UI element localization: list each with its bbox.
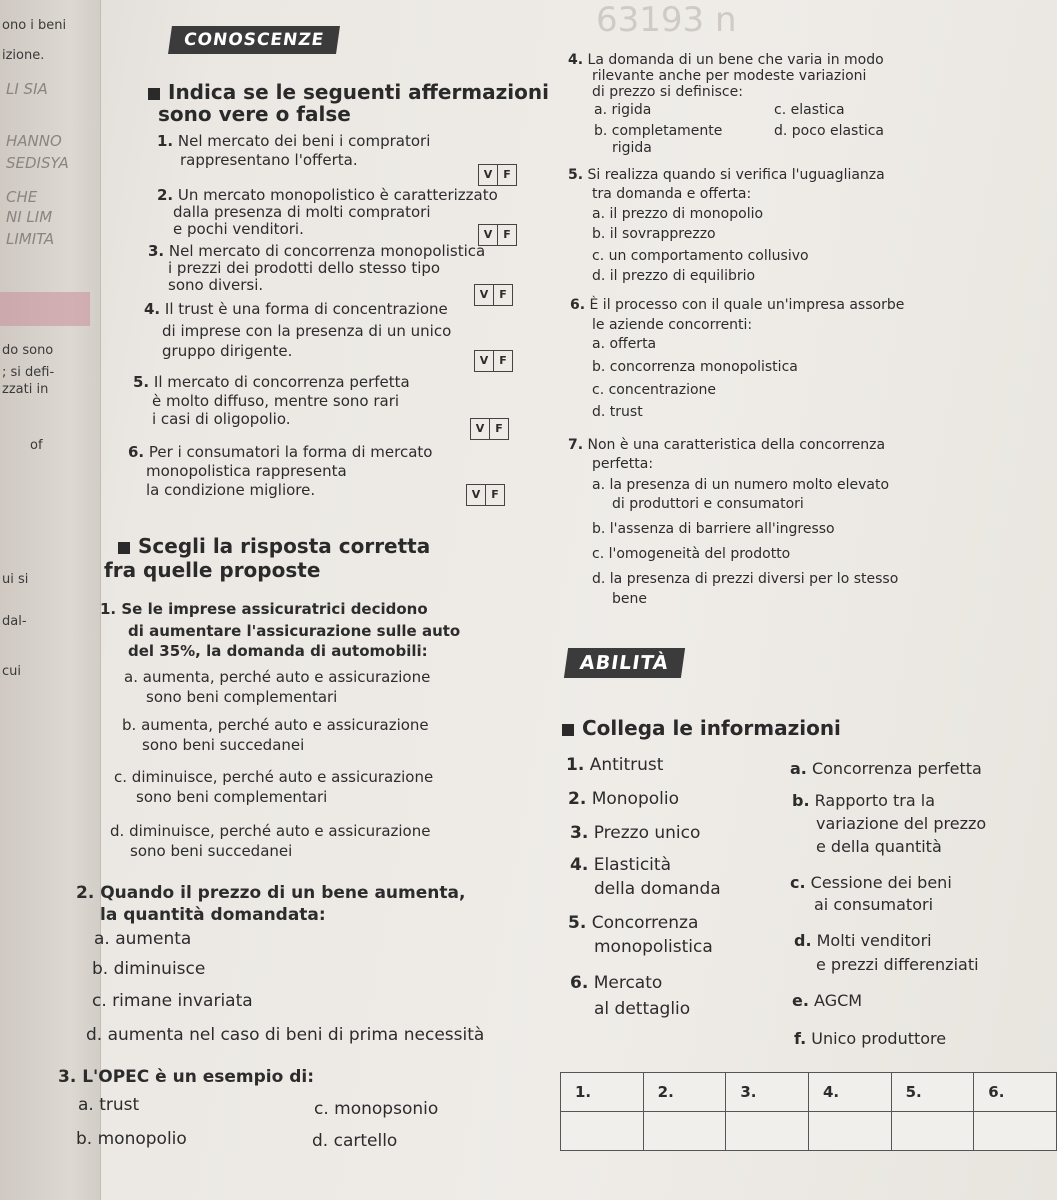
square-bullet-icon (118, 542, 130, 554)
match-left-item: 6. Mercato (570, 973, 663, 993)
option[interactable]: d. la presenza di prezzi diversi per lo stesso (592, 571, 899, 587)
option[interactable]: b. diminuisce (92, 959, 206, 979)
margin-text: zzati in (2, 382, 49, 397)
option[interactable]: a. aumenta, perché auto e assicurazione (124, 668, 431, 686)
section-banner-abilita: ABILITÀ (564, 648, 685, 678)
grid-answer-cell[interactable] (561, 1112, 644, 1151)
true-false-toggle[interactable]: V F (474, 284, 513, 306)
option[interactable]: b. concorrenza monopolistica (592, 359, 798, 375)
option[interactable]: d. poco elastica (774, 123, 884, 139)
mc-heading-line2: fra quelle proposte (104, 558, 321, 582)
grid-header: 1. (561, 1073, 644, 1112)
match-left-item: 3. Prezzo unico (570, 823, 701, 843)
option[interactable]: c. un comportamento collusivo (592, 248, 809, 264)
option[interactable]: b. completamente (594, 123, 723, 139)
option[interactable]: a. rigida (594, 102, 652, 118)
previous-page-edge (0, 0, 101, 1200)
highlight-band (0, 292, 90, 326)
option[interactable]: b. aumenta, perché auto e assicurazione (122, 716, 429, 734)
option[interactable]: d. trust (592, 404, 643, 420)
match-left-item: 1. Antitrust (566, 755, 664, 775)
match-right-item: e. AGCM (792, 991, 863, 1010)
option[interactable]: c. l'omogeneità del prodotto (592, 546, 791, 562)
margin-text: of (30, 438, 43, 453)
option[interactable]: c. monopsonio (314, 1099, 439, 1119)
mc-heading: Scegli la risposta corretta (118, 534, 430, 558)
watermark-text: 63193 n (596, 0, 737, 40)
margin-faded: LI SIA (6, 80, 48, 98)
tf-heading: Indica se le seguenti affermazioni (148, 80, 549, 104)
section-banner-conoscenze: CONOSCENZE (168, 26, 340, 54)
margin-text: izione. (2, 48, 45, 63)
margin-faded: HANNO (6, 132, 62, 150)
match-right-item: a. Concorrenza perfetta (790, 759, 982, 778)
option[interactable]: c. diminuisce, perché auto e assicurazione (114, 768, 434, 786)
true-false-toggle[interactable]: V F (478, 164, 517, 186)
option[interactable]: a. trust (78, 1095, 140, 1115)
grid-header: 5. (891, 1073, 974, 1112)
option[interactable]: c. rimane invariata (92, 991, 253, 1011)
match-right-item: b. Rapporto tra la (792, 791, 936, 810)
match-right-item: d. Molti venditori (794, 931, 932, 950)
option[interactable]: c. elastica (774, 102, 845, 118)
match-left-item: 2. Monopolio (568, 789, 679, 809)
match-right-item: c. Cessione dei beni (790, 873, 952, 892)
answer-grid (560, 1072, 1057, 1151)
match-left-item: 5. Concorrenza (568, 913, 699, 933)
true-false-toggle[interactable]: V F (478, 224, 517, 246)
margin-faded: CHE (6, 188, 38, 206)
option[interactable]: b. monopolio (76, 1129, 187, 1149)
option[interactable]: c. concentrazione (592, 382, 717, 398)
option[interactable]: b. l'assenza di barriere all'ingresso (592, 521, 835, 537)
margin-text: dal- (2, 614, 27, 629)
grid-header: 2. (643, 1073, 726, 1112)
margin-text: ; si defi- (2, 365, 55, 380)
tf-heading-line2: sono vere o false (158, 102, 351, 126)
true-false-toggle[interactable]: V F (474, 350, 513, 372)
margin-text: cui (2, 664, 21, 679)
option[interactable]: d. il prezzo di equilibrio (592, 268, 756, 284)
option[interactable]: a. la presenza di un numero molto elevato (592, 477, 890, 493)
margin-faded: LIMITA (6, 230, 55, 248)
true-false-toggle[interactable]: V F (466, 484, 505, 506)
grid-answer-cell[interactable] (974, 1112, 1057, 1151)
grid-header: 6. (974, 1073, 1057, 1112)
option[interactable]: a. offerta (592, 336, 657, 352)
option[interactable]: d. cartello (312, 1131, 398, 1151)
grid-answer-cell[interactable] (891, 1112, 974, 1151)
grid-answer-cell[interactable] (808, 1112, 891, 1151)
margin-faded: SEDISYA (6, 154, 69, 172)
option[interactable]: a. il prezzo di monopolio (592, 206, 764, 222)
grid-header: 3. (726, 1073, 809, 1112)
true-false-toggle[interactable]: V F (470, 418, 509, 440)
match-left-item: 4. Elasticità (570, 855, 671, 875)
grid-answer-cell[interactable] (643, 1112, 726, 1151)
margin-text: do sono (2, 343, 54, 358)
grid-header: 4. (808, 1073, 891, 1112)
option[interactable]: b. il sovrapprezzo (592, 226, 716, 242)
option[interactable]: d. diminuisce, perché auto e assicurazione (110, 822, 431, 840)
grid-answer-cell[interactable] (726, 1112, 809, 1151)
margin-faded: NI LIM (6, 208, 53, 226)
square-bullet-icon (562, 724, 574, 736)
option[interactable]: a. aumenta (94, 929, 192, 949)
abilita-heading: Collega le informazioni (562, 716, 841, 740)
margin-text: ui si (2, 572, 29, 587)
margin-text: ono i beni (2, 18, 67, 33)
textbook-page: ono i beni izione. LI SIA HANNO SEDISYA CHE NI LIM LIMITA do sono ; si defi- zzati in of ui si dal- cui 63193 n CONOSCENZE Indica se le seguenti affermazioni sono vere o false 1. Nel mercato dei beni i compratori rappresentano l'offerta. V F 2. Un mercato monopolistico è caratterizzato dalla presenza di molti compratori e pochi venditori. V F 3. Nel mercato di concorrenza monopolistica i prezzi dei prodotti dello stesso tipo sono diversi. V F 4. Il trust è una forma di concentrazione di imprese con la presenza di un unico gruppo dirigente. V F 5. Il mercato di concorrenza perfetta è molto diffuso, mentre sono rari i casi di oligopolio. V F 6. Per i consumatori la forma di mercato monopolistica rappresenta la condizione migliore. V F Scegli la risposta corretta fra quelle proposte 1. Se le imprese assicuratrici decidono di aumentare l'assicurazione sulle auto del 35%, la domanda di automobili: a. aumenta, perché auto e assicurazione sono beni complementari b. aumenta, perché auto e assicurazione sono beni succedanei c. diminuisce, perché auto e assicurazione sono beni complementari d. diminuisce, perché auto e assicurazione sono beni succedanei 2. Quando il prezzo di un bene aumenta, la quantità domandata: a. aumenta b. diminuisce c. rimane invariata d. aumenta nel caso di beni di prima necessità 3. L'OPEC è un esempio di: a. trust c. monopsonio b. monopolio d. cartello 4. La domanda di un bene che varia in modo rilevante anche per modeste variazioni di prezzo si definisce: a. rigida c. elastica b. completamente rigida d. poco elastica 5. Si realizza quando si verifica l'uguaglianza tra domanda e offerta: a. il prezzo di monopolio b. il sovrapprezzo c. un comportamento collusivo d. il prezzo di equilibrio 6. È il processo con il quale un'impresa assorbe le aziende concorrenti: a. offerta b. concorrenza monopolistica c. concentrazione d. trust 7. Non è una caratteristica della concorrenza perfetta: a. la presenza di un numero molto elevato di produttori e consumatori b. l'assenza di barriere all'ingresso c. l'omogeneità del prodotto d. la presenza di prezzi diversi per lo stesso bene ABILITÀ Collega le informazioni 1. Antitrust 2. Monopolio 3. Prezzo unico 4. Elasticità della domanda 5. Concorrenza monopolistica 6. Mercato al dettaglio a. Concorrenza perfetta b. Rapporto tra la variazione del prezzo e della quantità c. Cessione dei beni ai consumatori d. Molti venditori e prezzi differenziati e. AGCM f. Unico produttore 1. 2. 3. 4. 5. 6. (0, 0, 1057, 1200)
option[interactable]: d. aumenta nel caso di beni di prima necessità (86, 1025, 485, 1045)
square-bullet-icon (148, 88, 160, 100)
match-right-item: f. Unico produttore (794, 1029, 947, 1048)
